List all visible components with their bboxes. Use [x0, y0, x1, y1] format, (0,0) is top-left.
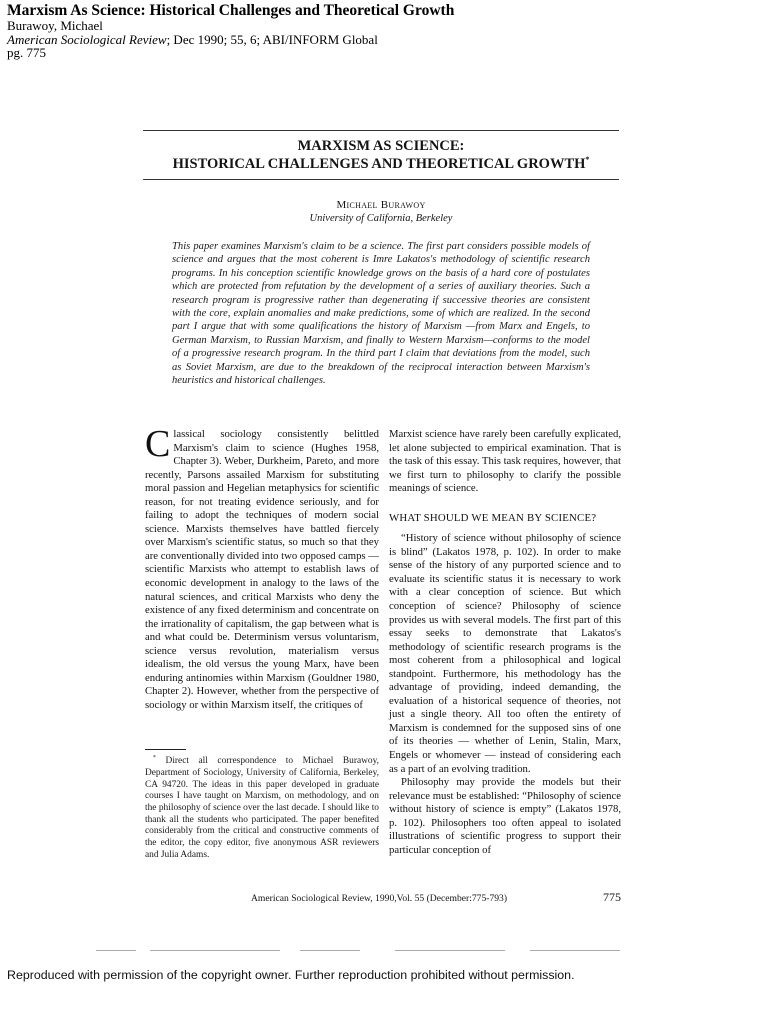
footnote — [145, 753, 379, 861]
author-affiliation: University of California, Berkeley — [309, 213, 453, 224]
footnote-mark: * — [153, 755, 156, 761]
footer-journal: American Sociological Review, 1990,Vol. 55 (December:775-793) — [251, 893, 508, 904]
right-paragraph-2: “History of science without philosophy of science is blind” (Lakatos 1978, p. 102). In order to make sense of the history of any purported science and to evaluate its scientific status it is necessary to work with a clear conception of science. But which conception of science? Philosophy of science provides us with several models. The first part of this essay seeks to demonstrate that Lakatos's methodology of scientific research programs is the most coherent from a philosophical and logical standpoint. Furthermore, his methodology has the advantage of providing, indeed demanding, the evaluation of a historical sequence of theories, not just a single theory. All too often the entirety of Marxism is condemned for the supposed sins of one of its theories — whether of Lenin, Stalin, Marx, Engels or whomever — instead of considering each as a part of an evolving tradition. — [389, 532, 621, 775]
document-page: pg. 775 — [7, 45, 46, 60]
document-header — [7, 2, 757, 60]
right-column — [389, 428, 621, 857]
left-column-text: lassical sociology consistently belittled Marxism's claim to science (Hughes 1958, Chapter 3). Weber, Durkheim, Pareto, and more recently, Parsons assailed Marxism for substituting moral passion and Hegelian metaphysics for scientific reason, for not treating evidence seriously, and for failing to adopt the techniques of modern social science. Marxists themselves have battled fiercely over Marxism's scientific status, so much so that they are conventionally divided into two opposed camps — scientific Marxists who attempt to establish laws of economic development in analogy to the laws of the natural sciences, and critical Marxists who deny the existence of any fixed determinism and concentrate on the irrationality of capitalism, the gap between what is and what could be. Determinism versus voluntarism, science versus revolution, materialism versus idealism, the old versus the young Marx, have been enduring antinomies within Marxism (Gouldner 1980, Chapter 2). However, whether from the perspective of sociology or within Marxism itself, the critiques of — [145, 428, 379, 711]
article-author: Michael Burawoy — [336, 199, 426, 211]
scan-artifact — [300, 950, 360, 951]
article-title — [143, 137, 619, 173]
article-title-line1: MARXISM AS SCIENCE: — [297, 138, 465, 154]
title-footnote-mark: * — [585, 155, 590, 165]
left-column — [145, 423, 379, 712]
drop-cap: C — [145, 423, 171, 465]
footnote-rule — [145, 749, 186, 750]
scan-artifact — [150, 950, 280, 951]
document-author: Burawoy, Michael — [7, 18, 103, 33]
page-number: 775 — [603, 890, 621, 904]
issue-info: ; Dec 1990; 55, 6; ABI/INFORM Global — [166, 31, 378, 47]
document-source — [7, 33, 757, 47]
abstract: This paper examines Marxism's claim to be a science. The first part considers possible models of science and argues that the most coherent is Imre Lakatos's methodology of scientific research programs. In his conception scientific knowledge grows on the basis of a hard core of postulates which are protected from refutation by the development of a series of auxiliary theories. Such a research program is progressive rather than degenerating if successive theories are consistent with the core, explain anomalies and make predictions, some of which are realized. In the second part I argue that with some qualifications the history of Marxism —from Marx and Engels, to German Marxism, to Russian Marxism, and finally to Western Marxism—conforms to the model of a progressive research program. In the third part I claim that deviations from the model, such as Soviet Marxism, are due to the breakdown of the reciprocal interaction between Marxism's heuristics and historical challenges. — [172, 241, 590, 387]
title-bottom-rule — [143, 179, 619, 180]
article-title-line2: HISTORICAL CHALLENGES AND THEORETICAL GROWTH — [172, 156, 586, 172]
right-paragraph-3: Philosophy may provide the models but their relevance must be established: “Philosophy of science without history of science is empty” (Lakatos 1978, p. 102). Philosophers too often appeal to isolated illustrations of scientific progress to support their particular conception of — [389, 776, 621, 856]
title-top-rule — [143, 130, 619, 131]
scan-artifact — [530, 950, 620, 951]
right-paragraph-1: Marxist science have rarely been carefully explicated, let alone subjected to empirical examination. That is the task of this essay. This task requires, however, that we first turn to philosophy to clarify the possible meanings of science. — [389, 428, 621, 495]
section-heading: WHAT SHOULD WE MEAN BY SCIENCE? — [389, 511, 597, 524]
footnote-text: Direct all correspondence to Michael Burawoy, Department of Sociology, University of California, Berkeley, CA 94720. The ideas in this paper developed in graduate courses I have taught on Marxism, on methodology, and on the philosophy of science over the last decade. I should like to thank all the students who participated. The paper benefited considerably from the critical and constructive comments of the editor, the copy editor, five anonymous ASR reviewers and Julia Adams. — [145, 756, 379, 860]
copyright-notice: Reproduced with permission of the copyright owner. Further reproduction prohibited without permission. — [7, 968, 575, 982]
document-title: Marxism As Science: Historical Challenges and Theoretical Growth — [7, 2, 455, 19]
journal-name: American Sociological Review — [7, 31, 167, 47]
scan-artifact — [96, 950, 136, 951]
scan-artifact — [395, 950, 505, 951]
